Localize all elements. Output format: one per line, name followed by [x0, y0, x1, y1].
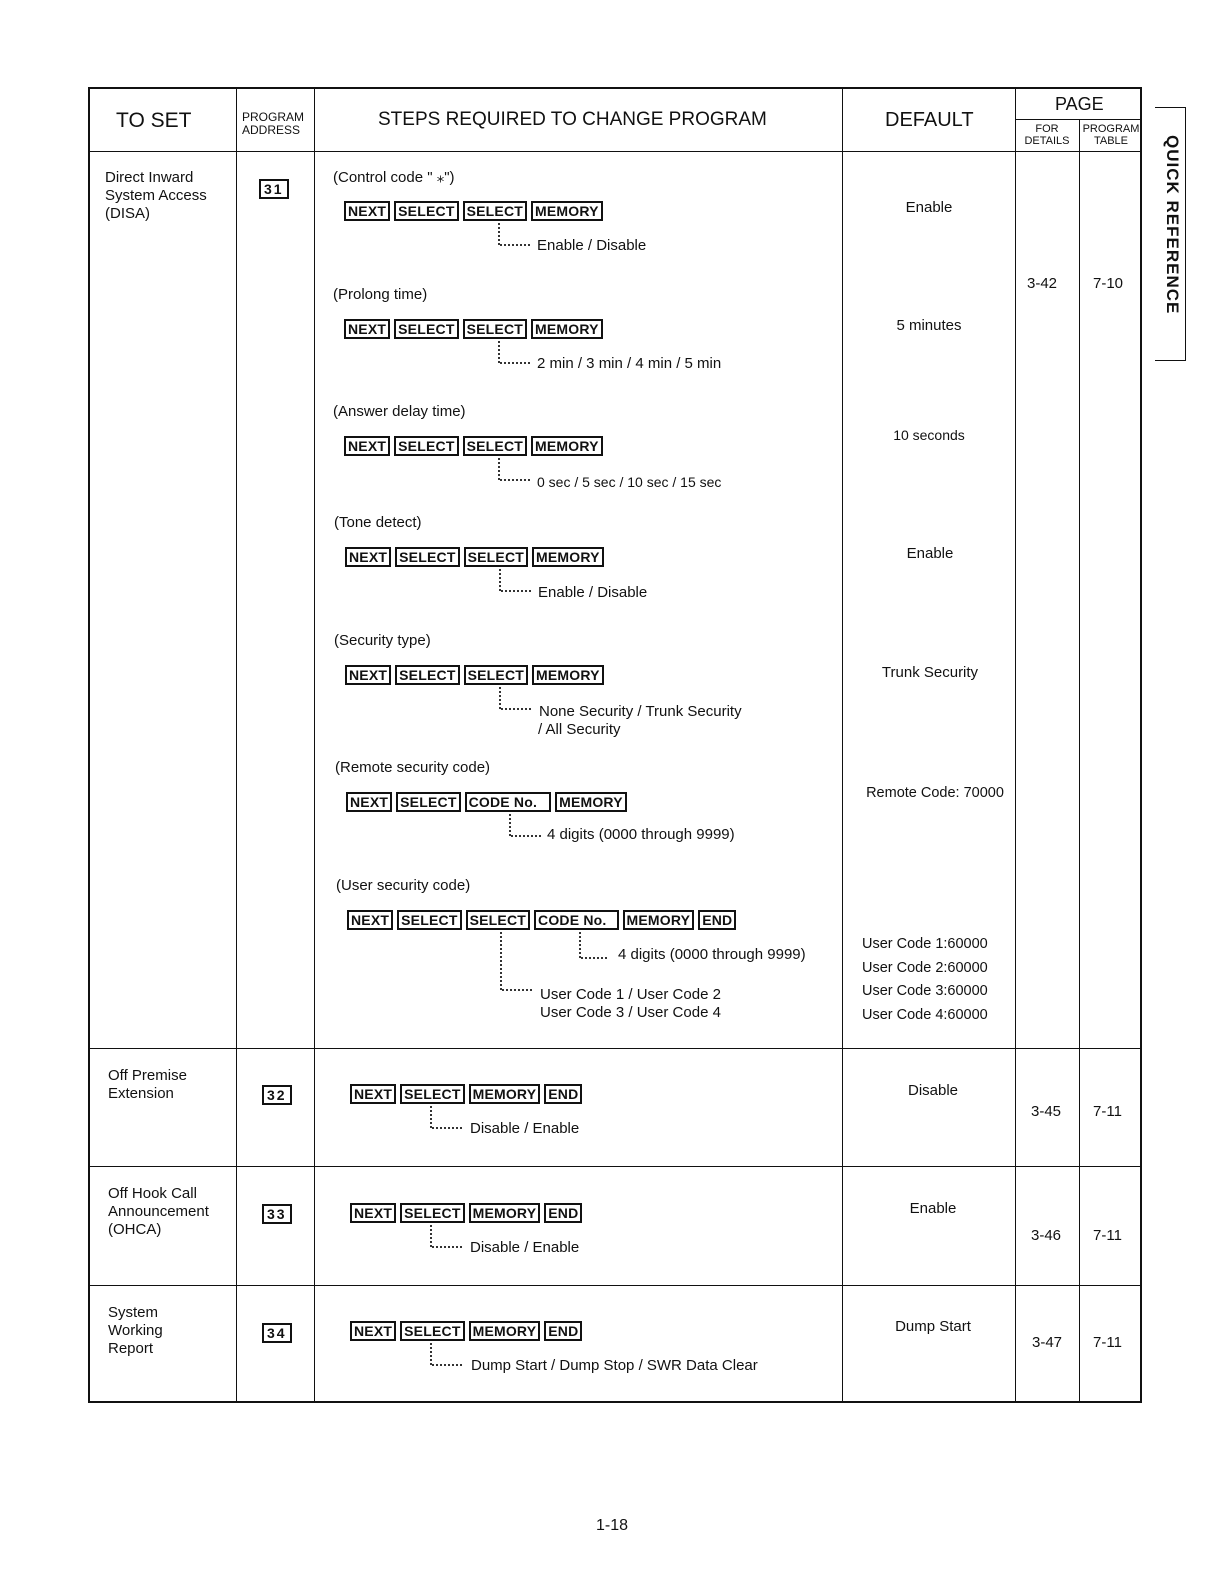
- select-key: SELECT: [463, 436, 527, 456]
- col-divider: [842, 89, 843, 1401]
- key-sequence: [345, 547, 604, 567]
- memory-key: MEMORY: [555, 792, 627, 812]
- dotted-leader: [499, 569, 501, 591]
- for-details-page: 3-42: [1027, 275, 1058, 292]
- to-set-line: Report: [108, 1340, 154, 1357]
- dotted-leader: [581, 957, 607, 959]
- select-key: SELECT: [400, 1321, 464, 1341]
- dotted-leader: [498, 341, 500, 363]
- program-table-page: 7-11: [1093, 1334, 1122, 1351]
- key-sequence: [350, 1321, 582, 1341]
- to-set-line: (OHCA): [108, 1221, 162, 1238]
- select-key: SELECT: [394, 201, 458, 221]
- option-text: 0 sec / 5 sec / 10 sec / 15 sec: [537, 474, 722, 490]
- option-text: User Code 1 / User Code 2: [540, 986, 721, 1003]
- dotted-leader: [501, 590, 531, 592]
- select-key: SELECT: [464, 665, 528, 685]
- default-value: Disable: [907, 1082, 959, 1099]
- dotted-leader: [498, 458, 500, 480]
- memory-key: MEMORY: [531, 319, 603, 339]
- dotted-leader: [579, 932, 581, 958]
- key-sequence: [346, 792, 627, 812]
- header-program-table: [1080, 123, 1142, 147]
- default-value: User Code 1:60000: [862, 936, 988, 952]
- option-text: None Security / Trunk Security: [539, 703, 742, 720]
- dotted-leader: [498, 223, 500, 245]
- select-key: SELECT: [394, 436, 458, 456]
- dotted-leader: [501, 708, 531, 710]
- select-key: SELECT: [397, 910, 461, 930]
- dotted-leader: [500, 932, 502, 990]
- to-set-disa: [105, 169, 207, 223]
- dotted-leader: [430, 1343, 432, 1365]
- option-text: 4 digits (0000 through 9999): [618, 946, 806, 963]
- key-sequence: [350, 1203, 582, 1223]
- key-sequence: [347, 910, 736, 930]
- option-text: 2 min / 3 min / 4 min / 5 min: [537, 355, 722, 372]
- next-key: NEXT: [344, 436, 390, 456]
- option-text: 4 digits (0000 through 9999): [547, 826, 735, 843]
- memory-key: MEMORY: [531, 436, 603, 456]
- step-caption: (User security code): [336, 877, 471, 894]
- dotted-leader: [502, 989, 532, 991]
- dotted-leader: [432, 1246, 462, 1248]
- next-key: NEXT: [350, 1321, 396, 1341]
- row-divider: [90, 1285, 1140, 1286]
- default-value: Enable: [906, 545, 954, 562]
- next-key: NEXT: [345, 547, 391, 567]
- page-number: 1-18: [595, 1517, 629, 1534]
- dotted-leader: [430, 1106, 432, 1128]
- for-details-page: 3-46: [1031, 1227, 1062, 1244]
- select-key: SELECT: [464, 547, 528, 567]
- row-divider: [90, 1048, 1140, 1049]
- option-text: Enable / Disable: [537, 237, 647, 254]
- step-caption: (Prolong time): [333, 286, 428, 303]
- quick-reference-table: [88, 87, 1142, 1403]
- dotted-leader: [432, 1364, 462, 1366]
- dotted-leader: [500, 244, 530, 246]
- program-address-badge: 32: [262, 1085, 292, 1105]
- dotted-leader: [500, 479, 530, 481]
- default-value: User Code 4:60000: [862, 1006, 988, 1023]
- select-key: SELECT: [463, 319, 527, 339]
- step-caption: (Answer delay time): [333, 403, 466, 420]
- select-key: SELECT: [400, 1203, 464, 1223]
- key-sequence: [350, 1084, 582, 1104]
- memory-key: MEMORY: [623, 910, 695, 930]
- end-key: END: [544, 1203, 582, 1223]
- default-value: User Code 3:60000: [862, 983, 988, 999]
- option-text: User Code 3 / User Code 4: [540, 1004, 721, 1021]
- to-set-line: System Access: [105, 187, 207, 204]
- program-table-page: 7-11: [1093, 1227, 1122, 1244]
- default-value: Enable: [909, 1200, 957, 1217]
- default-user-codes: [862, 933, 988, 1027]
- for-details-page: 3-47: [1032, 1334, 1063, 1351]
- header-page: PAGE: [1055, 94, 1104, 114]
- page-subheader-divider: [1015, 119, 1140, 120]
- code-no-key: CODE No.: [534, 910, 619, 930]
- next-key: NEXT: [346, 792, 392, 812]
- key-sequence: [344, 319, 603, 339]
- dotted-leader: [432, 1127, 462, 1129]
- default-value: Enable: [905, 199, 953, 216]
- header-program-address: [242, 111, 304, 137]
- col-divider: [314, 89, 315, 1401]
- select-key: SELECT: [394, 319, 458, 339]
- header-to-set: TO SET: [116, 109, 192, 132]
- to-set-ohca: [108, 1185, 209, 1239]
- code-no-key: CODE No.: [465, 792, 552, 812]
- program-address-badge: 33: [262, 1204, 292, 1224]
- dotted-leader: [430, 1225, 432, 1247]
- key-sequence: [344, 436, 603, 456]
- memory-key: MEMORY: [531, 201, 603, 221]
- option-text: / All Security: [538, 721, 621, 738]
- step-caption: (Tone detect): [334, 514, 422, 531]
- option-text: Dump Start / Dump Stop / SWR Data Clear: [471, 1357, 758, 1374]
- select-key: SELECT: [400, 1084, 464, 1104]
- next-key: NEXT: [344, 201, 390, 221]
- side-tab-label: QUICK REFERENCE: [1163, 135, 1182, 315]
- program-address-badge: 34: [262, 1323, 292, 1343]
- end-key: END: [544, 1321, 582, 1341]
- default-value: Remote Code: 70000: [866, 785, 1004, 801]
- memory-key: MEMORY: [469, 1084, 541, 1104]
- dotted-leader: [509, 814, 511, 836]
- next-key: NEXT: [344, 319, 390, 339]
- header-default: DEFAULT: [885, 109, 974, 131]
- header-for-details-line: DETAILS: [1024, 135, 1070, 147]
- end-key: END: [698, 910, 736, 930]
- select-key: SELECT: [395, 547, 459, 567]
- end-key: END: [544, 1084, 582, 1104]
- to-set-line: Off Premise: [108, 1067, 187, 1084]
- row-divider: [90, 1166, 1140, 1167]
- dotted-leader: [499, 687, 501, 709]
- header-program-table-line: TABLE: [1093, 135, 1129, 147]
- for-details-page: 3-45: [1031, 1103, 1062, 1120]
- memory-key: MEMORY: [532, 547, 604, 567]
- next-key: NEXT: [345, 665, 391, 685]
- to-set-line: Direct Inward: [105, 169, 194, 186]
- key-sequence: [344, 201, 603, 221]
- header-for-details-line: FOR: [1035, 123, 1059, 135]
- select-key: SELECT: [396, 792, 460, 812]
- memory-key: MEMORY: [469, 1203, 541, 1223]
- dotted-leader: [511, 835, 541, 837]
- select-key: SELECT: [466, 910, 530, 930]
- default-value: 10 seconds: [893, 427, 965, 443]
- select-key: SELECT: [395, 665, 459, 685]
- header-program-address-line: ADDRESS: [242, 123, 301, 137]
- program-address-badge: 31: [259, 179, 289, 199]
- select-key: SELECT: [463, 201, 527, 221]
- next-key: NEXT: [347, 910, 393, 930]
- to-set-line: (DISA): [105, 205, 150, 222]
- header-steps: STEPS REQUIRED TO CHANGE PROGRAM: [378, 109, 767, 130]
- program-table-page: 7-10: [1093, 275, 1124, 292]
- header-for-details: [1017, 123, 1077, 147]
- to-set-line: Announcement: [108, 1203, 209, 1220]
- key-sequence: [345, 665, 604, 685]
- col-divider: [1079, 119, 1080, 1401]
- step-caption: (Control code " ⁎"): [333, 169, 455, 186]
- header-program-address-line: PROGRAM: [242, 110, 305, 124]
- memory-key: MEMORY: [469, 1321, 541, 1341]
- to-set-off-premise-extension: [108, 1067, 187, 1103]
- step-caption: (Remote security code): [335, 759, 491, 776]
- option-text: Disable / Enable: [470, 1120, 580, 1137]
- next-key: NEXT: [350, 1203, 396, 1223]
- default-value: Dump Start: [895, 1318, 971, 1335]
- default-value: 5 minutes: [896, 317, 962, 334]
- to-set-line: Extension: [108, 1085, 174, 1102]
- to-set-line: System: [108, 1304, 159, 1321]
- default-value: Trunk Security: [881, 664, 979, 681]
- dotted-leader: [500, 362, 530, 364]
- default-value: User Code 2:60000: [862, 959, 988, 976]
- to-set-system-working-report: [108, 1304, 163, 1358]
- to-set-line: Off Hook Call: [108, 1185, 197, 1202]
- to-set-line: Working: [108, 1322, 163, 1339]
- program-table-page: 7-11: [1093, 1103, 1122, 1120]
- next-key: NEXT: [350, 1084, 396, 1104]
- col-divider: [236, 89, 237, 1401]
- header-program-table-line: PROGRAM: [1082, 123, 1140, 135]
- memory-key: MEMORY: [532, 665, 604, 685]
- step-caption: (Security type): [334, 632, 431, 649]
- option-text: Enable / Disable: [538, 584, 648, 601]
- option-text: Disable / Enable: [470, 1239, 580, 1256]
- header-divider: [90, 151, 1140, 152]
